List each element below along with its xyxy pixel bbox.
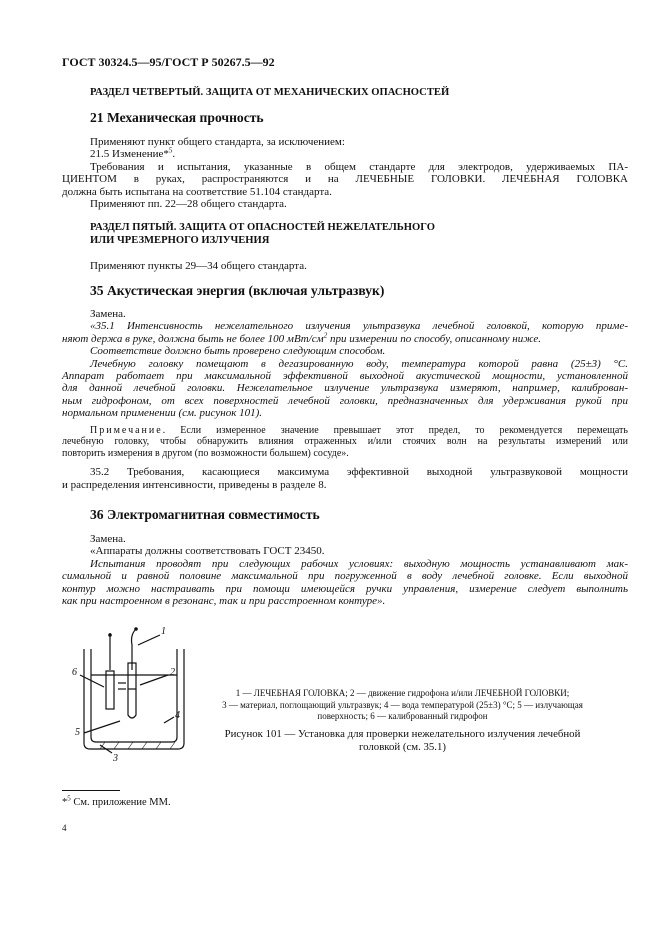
footnote-ref: 5 [168, 146, 173, 155]
vessel-outer [84, 649, 184, 749]
leader-line-1 [138, 635, 160, 645]
note-line3: повторить измерения в другом (по возможности большем) сосуде». [62, 447, 349, 459]
clause-35-heading: 35 Акустическая энергия (включая ультразвук) [90, 283, 385, 298]
figure-label-4: 4 [175, 710, 180, 721]
clause-35-body [62, 308, 628, 491]
figure-101-diagram [60, 625, 205, 765]
cable-end [134, 627, 138, 631]
clause-35-1-line2 [62, 333, 628, 345]
clause-35-1-line3: Соответствие должно быть проверено следующим способом. [90, 345, 386, 358]
head-emitter [128, 689, 136, 718]
clause-35-1-line1: «35.1 Интенсивность нежелательного излучения ультразвука лечебной головкой, которую приме- [90, 320, 628, 333]
clause-21-line3: Применяют пп. 22—28 общего стандарта. [90, 198, 287, 211]
figure-legend [205, 688, 600, 723]
figure-legend-line3: поверхность; 6 — калиброванный гидрофон [317, 711, 488, 721]
figure-label-2: 2 [170, 667, 175, 678]
note-line2: лечебную головку, чтобы обнаружить влияния отраженных и/или стоячих волн на результаты измерений или [62, 436, 628, 448]
clause-21-line1: Применяют пункт общего стандарта, за исключением: [90, 136, 345, 148]
clause-21-body [62, 136, 628, 210]
footnote-marker: * [62, 797, 68, 808]
clause-35-1-line2a: няют держа в руке, должна быть не более 100 мВт/см [62, 332, 324, 345]
figure-title [205, 728, 600, 753]
clause-35-1-line6: для данной лечебной головки. Нежелательное излучение ультразвука измеряют, например, калиброван- [62, 382, 628, 395]
clause-21-heading: 21 Механическая прочность [90, 110, 264, 125]
clause-21-para-line1: Требования и испытания, указанные в общем стандарте для электродов, удерживаемых ПА- [90, 160, 628, 173]
clause-36-line5: как при настроенном в резонанс, так и при расстроенном контуре». [62, 595, 386, 608]
clause-36-body [62, 533, 628, 607]
figure-legend-line2: 3 — материал, поглощающий ультразвук; 4 — вода температурой (25±3) °С; 5 — излучающая [222, 699, 583, 710]
figure-title-line1: Рисунок 101 — Установка для проверки нежелательного излучения лечебной [224, 728, 581, 740]
clause-21-5-text: 21.5 Изменение* [90, 148, 169, 161]
clause-21-para-line2: ЦИЕНТОМ в руках, распространяются и на ЛЕЧЕБНЫЕ ГОЛОВКИ. ЛЕЧЕБНАЯ ГОЛОВКА [62, 173, 628, 186]
cable-end [108, 633, 112, 637]
section-5-title-line2: ИЛИ ЧРЕЗМЕРНОГО ИЗЛУЧЕНИЯ [90, 235, 270, 246]
note-line1-text: . Если измеренное значение превышает этот предел, то рекомендуется перемещать [162, 424, 628, 436]
clause-35-1-line2b: при измерении по способу, описанному ниже. [327, 332, 541, 345]
hydrophone-body [106, 671, 114, 709]
figure-legend-line1: 1 — ЛЕЧЕБНАЯ ГОЛОВКА; 2 — движение гидрофона и/или ЛЕЧЕБНОЙ ГОЛОВКИ; [235, 688, 570, 698]
section-5-body [62, 260, 628, 272]
clause-36-line1: «Аппараты должны соответствовать ГОСТ 23450. [90, 545, 325, 558]
head-cable [132, 629, 137, 670]
clause-36-heading: 36 Электромагнитная совместимость [90, 507, 320, 522]
clause-35-note [62, 425, 628, 460]
figure-title-line2: головкой (см. 35.1) [359, 740, 446, 753]
clause-35-1-line5: Аппарат работает при максимальной эффективной выходной акустической мощности, установленной [62, 370, 628, 383]
leader-line-5 [84, 721, 120, 733]
clause-21-5-end: . [172, 148, 176, 161]
clause-35-2-line1: 35.2 Требования, касающиеся максимума эффективной выходной ультразвуковой мощности [90, 466, 628, 479]
document-header: ГОСТ 30324.5—95/ГОСТ Р 50267.5—92 [62, 55, 275, 69]
clause-21-line2 [62, 148, 628, 160]
clause-36-line4: контур можно настраивать при помощи имеющейся ручки управления, измерение следует выполнить [62, 582, 628, 595]
note-line1 [62, 425, 628, 437]
section-5-line1: Применяют пункты 29—34 общего стандарта. [90, 260, 307, 272]
clause-35-1-line8: нормальном применении (см. рисунок 101). [62, 407, 263, 420]
footnote-text: См. приложение ММ. [70, 797, 171, 808]
footnote [62, 794, 171, 808]
section-4-title: РАЗДЕЛ ЧЕТВЕРТЫЙ. ЗАЩИТА ОТ МЕХАНИЧЕСКИХ ОПАСНОСТЕЙ [90, 87, 450, 98]
figure-label-6: 6 [72, 667, 77, 678]
footnote-sup: 5 [67, 794, 71, 803]
unit-sup: 2 [323, 331, 328, 340]
note-label: Примечание [90, 424, 163, 436]
leader-line-2 [140, 675, 168, 685]
clause-21-para-line3: должна быть испытана на соответствие 51.104 стандарта. [62, 185, 332, 198]
section-5-title-line1: РАЗДЕЛ ПЯТЫЙ. ЗАЩИТА ОТ ОПАСНОСТЕЙ НЕЖЕЛАТЕЛЬНОГО [90, 222, 435, 233]
section-5-title [90, 221, 435, 247]
absorber-hatch [100, 742, 175, 749]
clause-35-zamena: Замена. [90, 308, 126, 320]
clause-36-line3: симальной и равной половине максимальной при погруженной в воду лечебной головке. Если выходной [62, 570, 628, 583]
clause-36-line2: Испытания проводят при следующих рабочих условиях: выходную мощность устанавливают мак- [90, 557, 628, 570]
clause-35-1-line4: Лечебную головку помещают в дегазированную воду, температура которой равна (25±3) °С. [90, 357, 628, 370]
footnote-rule [62, 790, 120, 791]
clause-36-zamena: Замена. [90, 533, 126, 545]
page-number: 4 [62, 823, 67, 833]
clause-35-2-line2: и распределения интенсивности, приведены в разделе 8. [62, 478, 327, 491]
figure-label-3: 3 [113, 753, 118, 764]
clause-35-1-line7: ным гидрофоном, от всех поверхностей лечебной головки, предназначенных для удерживания рукой при [62, 394, 628, 407]
leader-line-4 [164, 717, 174, 723]
figure-label-5: 5 [75, 727, 80, 738]
figure-label-1: 1 [161, 626, 166, 637]
